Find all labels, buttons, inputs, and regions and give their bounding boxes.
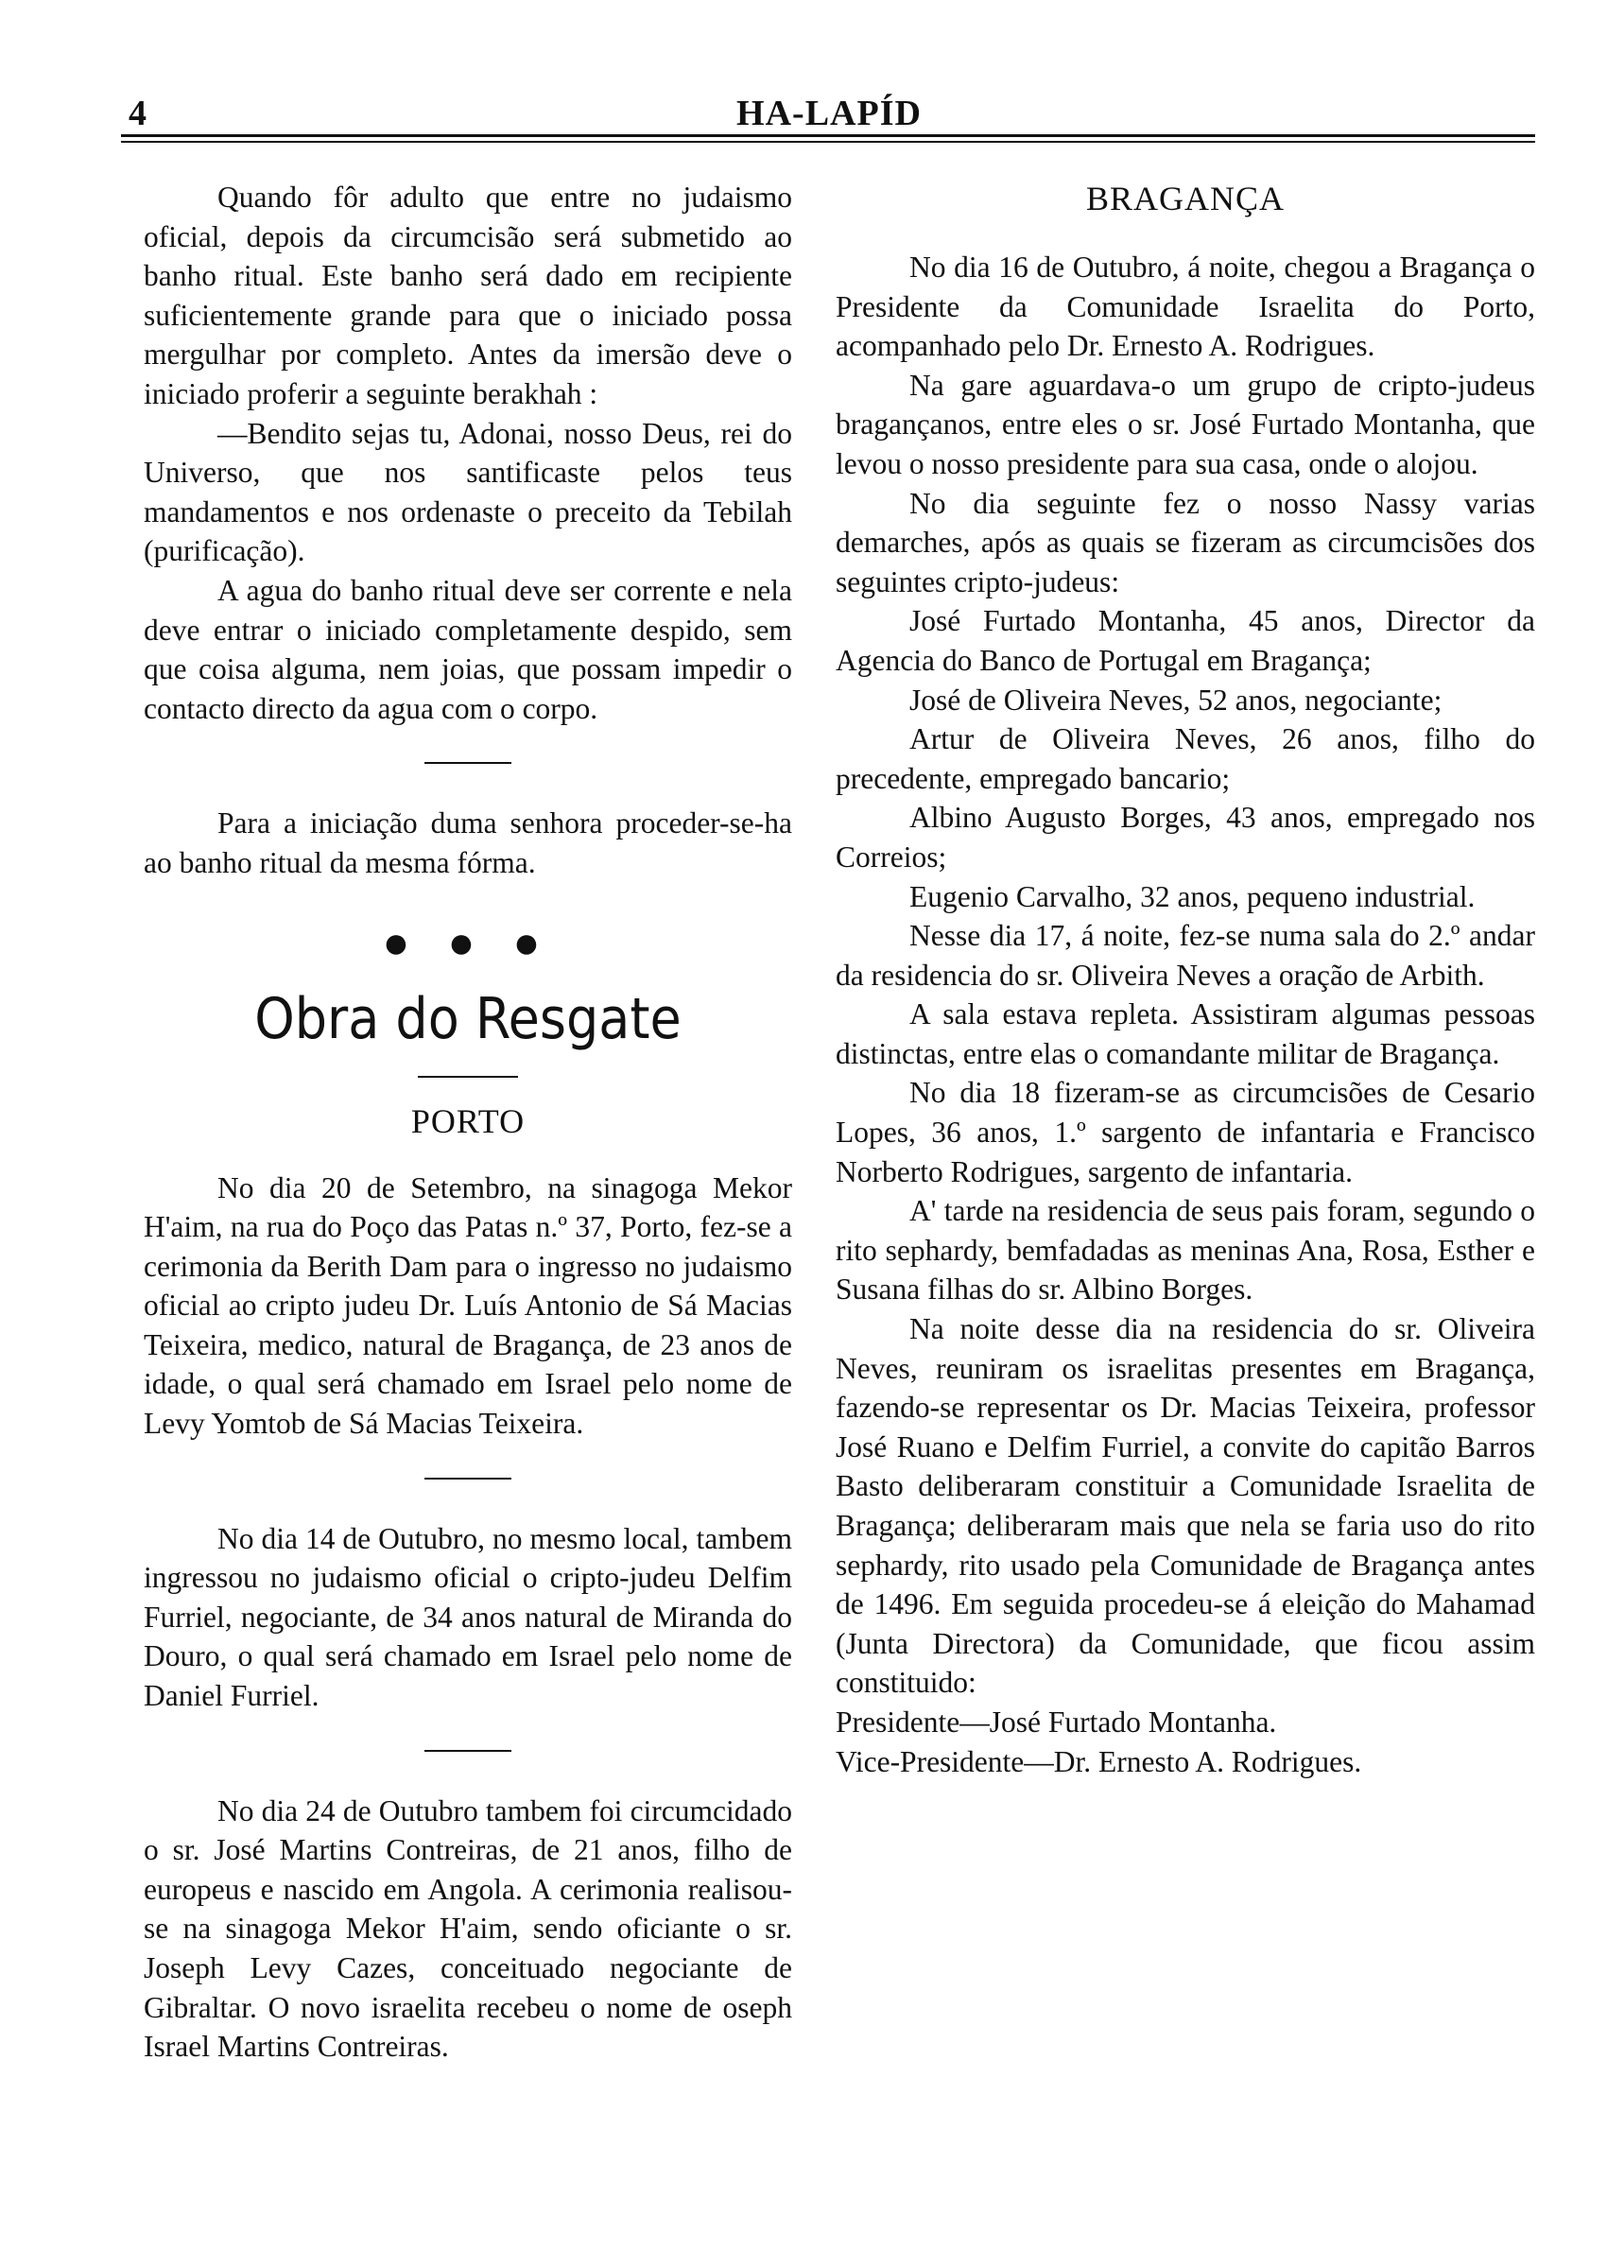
page-number: 4 (129, 94, 147, 133)
header-rule (121, 134, 1535, 137)
left-column (144, 178, 792, 2067)
officer-entry: Vice-Presidente—Dr. Ernesto A. Rodrigues. (836, 1744, 1362, 1778)
journal-title: HA-LAPÍD (736, 94, 922, 133)
paragraph-braganca: Na noite desse dia na residencia do sr. Oliveira Neves, reuniram os israelitas presentes em Bragança, fazendo-se representar os Dr. Macias Teixeira, professor José Ruano e Delfim Furriel, a convite do capitão Barros Basto deliberaram constituir a Comunidade Israelita de Bragança; deliberaram mais que nela se faria uso do rito sephardy, rito usado pela Comunidade de Bragança antes de 1496. Em seguida procedeu-se á eleição do Mahamad (Junta Directora) da Comunidade, que ficou assim constituido: (836, 1312, 1535, 1700)
article-title: Obra do Resgate (254, 985, 682, 1052)
circumcision-entry: José de Oliveira Neves, 52 anos, negociante; (909, 683, 1443, 717)
section-heading-porto: PORTO (410, 1101, 526, 1140)
paragraph-senhora: Para a iniciação duma senhora proceder-se-ha ao banho ritual da mesma fórma. (144, 806, 792, 879)
section-dots: ● ● ● (382, 917, 554, 968)
header-rule-thin (121, 141, 1535, 143)
paragraph-braganca: No dia 18 fizeram-se as circumcisões de Cesario Lopes, 36 anos, 1.º sargento de infantaria e Francisco Norberto Rodrigues, sargento de infantaria. (836, 1076, 1535, 1188)
right-column (836, 178, 1535, 1781)
paragraph-intro-1: Quando fôr adulto que entre no judaismo oficial, depois da circumcisão será submetido ao banho ritual. Este banho será dado em recipiente suficientemente grande para que o iniciado possa mergulhar por completo. Antes da imersão deve o iniciado proferir a seguinte berakhah : (144, 181, 792, 410)
paragraph-braganca: Na gare aguardava-o um grupo de cripto-judeus bragançanos, entre eles o sr. José Furtado Montanha, que levou o nosso presidente para sua casa, onde o alojou. (836, 368, 1535, 480)
paragraph-bath: A agua do banho ritual deve ser corrente e nela deve entrar o iniciado completamente despido, sem que coisa alguma, nem joias, que possam impedir o contacto directo da agua com o corpo. (144, 573, 792, 725)
paragraph-porto-1: No dia 20 de Setembro, na sinagoga Mekor H'aim, na rua do Poço das Patas n.º 37, Porto, fez-se a cerimonia da Berith Dam para o ingresso no judaismo oficial ao cripto judeu Dr. Luís Antonio de Sá Macias Teixeira, medico, natural de Bragança, de 23 anos de idade, o qual será chamado em Israel pelo nome de Levy Yomtob de Sá Macias Teixeira. (144, 1170, 792, 1441)
circumcision-entry: José Furtado Montanha, 45 anos, Director da Agencia do Banco de Portugal em Bragança; (836, 604, 1535, 677)
paragraph-braganca: A' tarde na residencia de seus pais foram, segundo o rito sephardy, bemfadadas as meninas Ana, Rosa, Esther e Susana filhas do sr. Albino Borges. (836, 1194, 1535, 1307)
paragraph-braganca: A sala estava repleta. Assistiram algumas pessoas distinctas, entre elas o comandante militar de Bragança. (836, 997, 1535, 1070)
section-heading-braganca: BRAGANÇA (1085, 180, 1286, 217)
paragraph-braganca: No dia 16 de Outubro, á noite, chegou a Bragança o Presidente da Comunidade Israelita do Porto, acompanhado pelo Dr. Ernesto A. Rodrigues. (836, 251, 1535, 363)
paragraph-braganca: Nesse dia 17, á noite, fez-se numa sala do 2.º andar da residencia do sr. Oliveira Neves a oração de Arbith. (836, 919, 1535, 992)
officer-entry: Presidente—José Furtado Montanha. (836, 1705, 1277, 1739)
page-header (121, 93, 1537, 133)
circumcision-entry: Albino Augusto Borges, 43 anos, empregado nos Correios; (836, 801, 1535, 874)
title-rule (418, 1076, 518, 1078)
paragraph-braganca: No dia seguinte fez o nosso Nassy varias demarches, após as quais se fizeram as circumcisões dos seguintes cripto-judeus: (836, 486, 1535, 598)
separator-rule (424, 762, 511, 764)
paragraph-blessing: —Bendito sejas tu, Adonai, nosso Deus, rei do Universo, que nos santificaste pelos teus mandamentos e nos ordenaste o preceito da Tebilah (purificação). (144, 416, 792, 568)
circumcision-entry: Eugenio Carvalho, 32 anos, pequeno industrial. (909, 879, 1476, 913)
separator-rule (424, 1478, 511, 1480)
paragraph-porto-2: No dia 14 de Outubro, no mesmo local, tambem ingressou no judaismo oficial o cripto-judeu Delfim Furriel, negociante, de 34 anos natural de Miranda do Douro, o qual será chamado em Israel pelo nome de Daniel Furriel. (144, 1521, 792, 1713)
separator-rule (424, 1750, 511, 1752)
paragraph-porto-3: No dia 24 de Outubro tambem foi circumcidado o sr. José Martins Contreiras, de 21 anos, filho de europeus e nascido em Angola. A cerimonia realisou-se na sinagoga Mekor H'aim, sendo oficiante o sr. Joseph Levy Cazes, conceituado negociante de Gibraltar. O novo israelita recebeu o nome de oseph Israel Martins Contreiras. (144, 1793, 792, 2064)
circumcision-entry: Artur de Oliveira Neves, 26 anos, filho do precedente, empregado bancario; (836, 722, 1535, 795)
